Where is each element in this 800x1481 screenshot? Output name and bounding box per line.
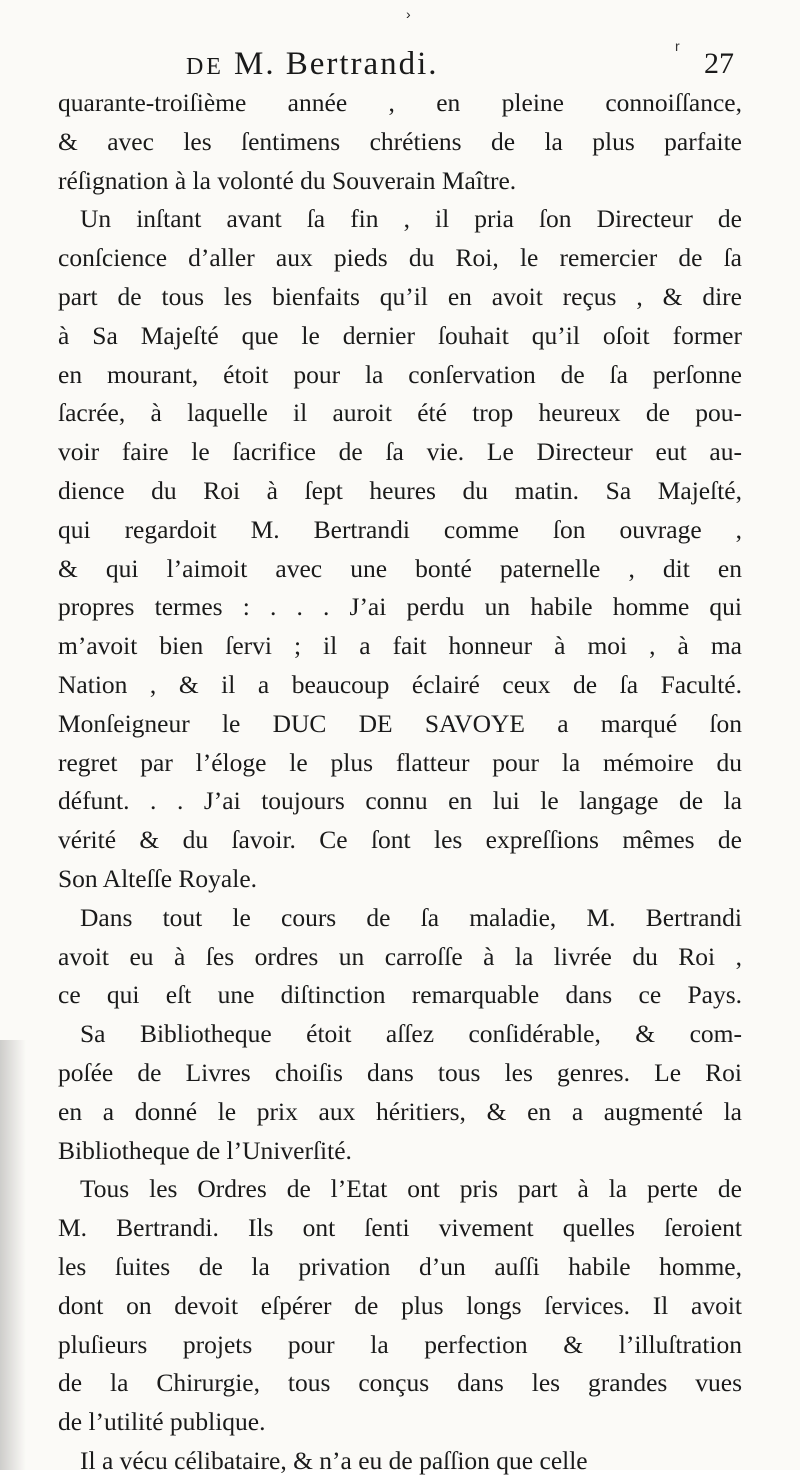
text-line: de la Chirurgie, tous conçus dans les grandes vues (58, 1368, 742, 1398)
text-line: en a donné le prix aux héritiers, & en a augmenté la (58, 1096, 742, 1126)
text-line: Bibliotheque de l’Univerſité. (58, 1135, 352, 1165)
text-line: à Sa Majeſté que le dernier ſouhait qu’il oſoit former (58, 320, 742, 350)
running-head (0, 44, 800, 84)
text-line: en mourant, étoit pour la conſervation de ſa perſonne (58, 359, 742, 389)
text-line: regret par l’éloge le plus flatteur pour la mémoire du (58, 747, 742, 777)
text-line: les ſuites de la privation d’un auſſi habile homme, (58, 1251, 742, 1281)
text-line: Sa Bibliotheque étoit aſſez conſidérable, & com- (80, 1019, 742, 1049)
text-line: & avec les ſentimens chrétiens de la plus parfaite (58, 126, 742, 156)
text-line: réſignation à la volonté du Souverain Maître. (58, 165, 517, 195)
text-line: M. Bertrandi. Ils ont ſenti vivement quelles ſeroient (58, 1213, 742, 1243)
page-number: 27 (704, 47, 734, 80)
top-printer-mark: › (406, 6, 411, 22)
text-line: quarante-troiſième année , en pleine connoiſſance, (58, 88, 742, 117)
running-head-name: M. Bertrandi. (234, 46, 439, 82)
text-line: qui regardoit M. Bertrandi comme ſon ouvrage , (58, 514, 742, 544)
text-line: conſcience d’aller aux pieds du Roi, le remercier de ſa (58, 243, 742, 273)
text-line: pluſieurs projets pour la perfection & l’illuſtration (58, 1329, 742, 1359)
body-text (58, 84, 742, 1481)
text-line: ſacrée, à laquelle il auroit été trop heureux de pou- (58, 398, 742, 428)
text-line: Monſeigneur le DUC DE SAVOYE a marqué ſon (58, 708, 742, 738)
running-head-title (186, 44, 438, 87)
text-line: dience du Roi à ſept heures du matin. Sa Majeſté, (58, 475, 742, 505)
text-line: Nation , & il a beaucoup éclairé ceux de ſa Faculté. (58, 669, 742, 699)
gutter-shadow (0, 1040, 26, 1470)
text-line: & qui l’aimoit avec une bonté paternelle , dit en (58, 553, 742, 583)
text-line: avoit eu à ſes ordres un carroſſe à la livrée du Roi , (58, 941, 742, 971)
text-line: dont on devoit eſpérer de plus longs ſervices. Il avoit (58, 1290, 742, 1320)
text-line: défunt. . . J’ai toujours connu en lui le langage de la (58, 786, 742, 816)
running-head-de: DE (186, 54, 224, 80)
text-line: m’avoit bien ſervi ; il a fait honneur à moi , à ma (58, 631, 742, 661)
text-line: de l’utilité publique. (58, 1407, 266, 1437)
text-line: Tous les Ordres de l’Etat ont pris part à la perte de (80, 1174, 742, 1204)
text-line: propres termes : . . . J’ai perdu un habile homme qui (58, 592, 742, 622)
text-line: ce qui eſt une diſtinction remarquable dans ce Pays. (58, 980, 742, 1010)
text-line: voir faire le ſacrifice de ſa vie. Le Directeur eut au- (58, 437, 742, 467)
text-line: Dans tout le cours de ſa maladie, M. Bertrandi (80, 902, 742, 932)
text-line: Un inſtant avant ſa fin , il pria ſon Directeur de (80, 204, 742, 234)
text-line: vérité & du ſavoir. Ce ſont les expreſſions mêmes de (58, 825, 742, 855)
text-line: Son Alteſſe Royale. (58, 863, 258, 893)
stray-mark: r (675, 38, 680, 54)
text-line: Il a vécu célibataire, & n’a eu de paſſion que celle (80, 1445, 588, 1475)
text-line: poſée de Livres choiſis dans tous les genres. Le Roi (58, 1057, 742, 1087)
text-line: part de tous les bienfaits qu’il en avoit reçus , & dire (58, 281, 742, 311)
